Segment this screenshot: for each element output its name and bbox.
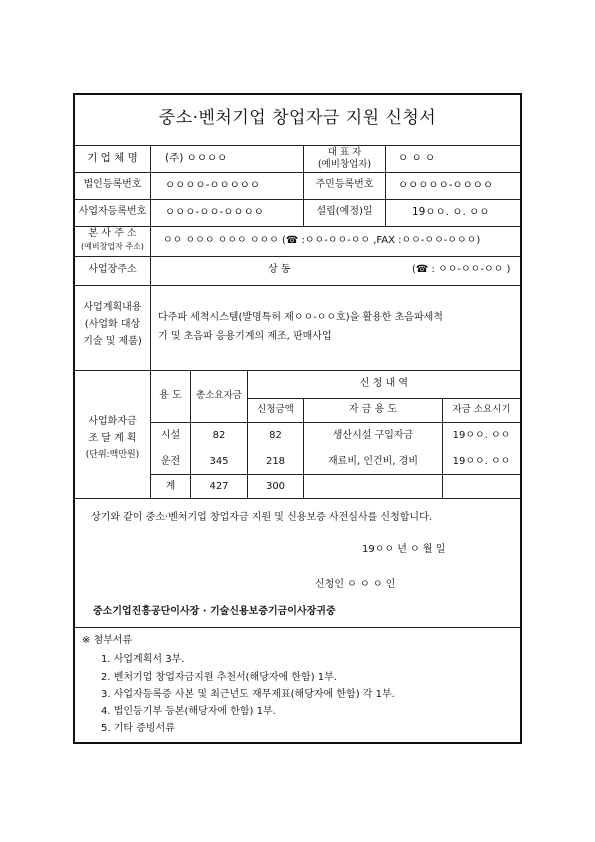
funding-row-use: 재료비, 인건비, 경비 <box>328 456 418 467</box>
workplace-label: 사업장주소 <box>88 264 137 275</box>
attachments-header: ※ 첨부서류 <box>82 635 133 646</box>
corp-reg-value: ㅇㅇㅇㅇ-ㅇㅇㅇㅇㅇ <box>165 179 261 191</box>
funding-header-use: 자 금 용 도 <box>348 404 398 415</box>
attachment-item: 1. 사업계획서 3부. <box>101 654 185 665</box>
frame-top <box>73 93 522 95</box>
recipient-line: 중소기업진흥공단이사장 · 기술신용보증기금이사장귀중 <box>93 606 336 617</box>
representative-value: ㅇ ㅇ ㅇ <box>398 152 436 164</box>
date-line: 19ㅇㅇ 년 ㅇ 월 일 <box>362 544 446 555</box>
workplace-tel: (☎ : ㅇㅇ-ㅇㅇ-ㅇㅇ ) <box>412 264 511 275</box>
funding-total-total: 427 <box>209 481 229 492</box>
representative-label: 대 표 자 <box>327 147 362 158</box>
funding-row-time: 19ㅇㅇ. ㅇㅇ <box>452 456 511 467</box>
company-name-value: (주) ㅇㅇㅇㅇ <box>165 152 228 164</box>
attachment-item: 2. 벤처기업 창업자금지원 추천서(해당자에 한함) 1부. <box>101 672 337 683</box>
funding-header-details: 신 청 내 역 <box>359 378 409 389</box>
representative-sublabel: (예비창업자) <box>317 159 372 170</box>
funding-row-amount: 82 <box>269 430 282 441</box>
funding-header-time: 자금 소요시기 <box>452 404 511 415</box>
funding-header-amount: 신청금액 <box>257 404 294 415</box>
established-value: 19ㅇㅇ. ㅇ. ㅇㅇ <box>412 206 490 218</box>
hline <box>75 627 520 628</box>
funding-sublabel: 조 달 계 획 <box>88 433 137 444</box>
hline <box>150 422 520 423</box>
biz-reg-label: 사업자등록번호 <box>78 206 147 217</box>
attachment-item: 3. 사업자등록증 사본 및 최근년도 재무제표(해당자에 한함) 각 1부. <box>101 689 395 700</box>
business-plan-text: 기 및 초음파 응용기계의 제조, 판매사업 <box>158 331 332 342</box>
hline <box>75 199 520 200</box>
hline <box>75 285 520 286</box>
funding-header-purpose: 용 도 <box>159 390 182 401</box>
funding-row-purpose: 시설 <box>160 430 181 441</box>
business-plan-label: 사업계획내용 <box>83 302 142 313</box>
funding-row-use: 생산시설 구입자금 <box>332 430 414 441</box>
funding-row-time: 19ㅇㅇ. ㅇㅇ <box>452 430 511 441</box>
funding-unit: (단위:백만원) <box>85 450 140 460</box>
head-office-label: 본 사 주 소 <box>88 228 137 239</box>
attachment-item: 4. 법인등기부 등본(해당자에 한함) 1부. <box>101 706 276 717</box>
business-plan-text: 다주파 세척시스템(발명특허 제ㅇㅇ-ㅇㅇ호)을 활용한 초음파세척 <box>158 312 443 323</box>
hline <box>75 498 520 499</box>
funding-row-total: 82 <box>212 430 226 441</box>
biz-reg-value: ㅇㅇㅇ-ㅇㅇ-ㅇㅇㅇㅇ <box>165 206 264 218</box>
funding-row-purpose: 운전 <box>160 456 181 467</box>
declaration-text: 상기와 같이 중소·벤처기업 창업자금 지원 및 신용보증 사전심사를 신청합니다. <box>91 512 432 523</box>
hline <box>75 172 520 173</box>
business-plan-sublabel-2: 기술 및 제품) <box>83 336 142 347</box>
applicant-line: 신청인 ㅇ ㅇ ㅇ 인 <box>315 579 396 590</box>
vline <box>385 145 386 226</box>
form-title: 중소·벤처기업 창업자금 지원 신청서 <box>158 108 437 128</box>
frame-right <box>520 93 522 744</box>
corp-reg-label: 법인등록번호 <box>83 179 142 190</box>
funding-row-amount: 218 <box>265 456 286 467</box>
established-label: 설립(예정)일 <box>316 206 373 217</box>
head-office-value: ㅇㅇ ㅇㅇㅇ ㅇㅇㅇ ㅇㅇㅇ (☎ :ㅇㅇ-ㅇㅇ-ㅇㅇ ,FAX :ㅇㅇ-ㅇㅇ-ㅇㅇㅇ) <box>163 235 481 246</box>
resident-reg-value: ㅇㅇㅇㅇㅇ-ㅇㅇㅇㅇ <box>398 179 494 191</box>
hline <box>247 398 520 399</box>
funding-total-purpose: 계 <box>165 481 176 492</box>
vline <box>150 145 151 498</box>
hline <box>150 474 520 475</box>
hline <box>75 145 520 146</box>
hline <box>75 256 520 257</box>
business-plan-sublabel: (사업화 대상 <box>84 319 141 330</box>
attachment-item: 5. 기타 증빙서류 <box>101 723 175 734</box>
frame-bottom <box>73 742 522 744</box>
funding-total-amount: 300 <box>265 481 286 492</box>
hline <box>75 370 520 371</box>
workplace-value: 상 동 <box>268 264 291 275</box>
funding-row-total: 345 <box>209 456 229 467</box>
funding-header-total: 총소요자금 <box>196 390 242 401</box>
hline <box>75 226 520 227</box>
head-office-sublabel: (예비창업자 주소) <box>81 242 144 251</box>
resident-reg-label: 주민등록번호 <box>315 179 374 190</box>
funding-label: 사업화자금 <box>88 416 137 427</box>
company-name-label: 기 업 체 명 <box>87 152 138 164</box>
